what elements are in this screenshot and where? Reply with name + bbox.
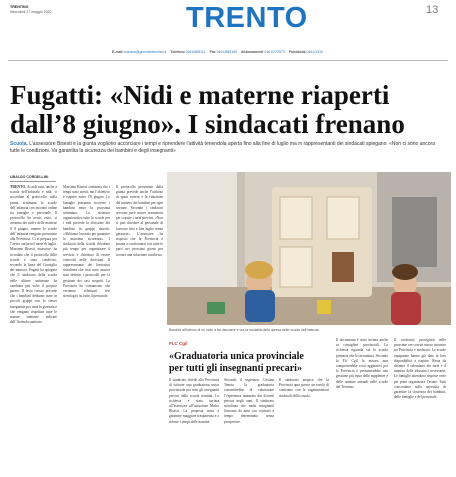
contact-item xyxy=(241,50,285,54)
masthead-rule xyxy=(8,60,448,61)
summary-label: Scuola. xyxy=(10,141,28,147)
contact-value: 0461/885160 xyxy=(216,50,238,54)
headline-line-2: dall’8 giugno». I sindacati frenano xyxy=(10,109,405,139)
dropcap-word: TRENTO. xyxy=(10,185,27,189)
contact-label: Telefono xyxy=(170,50,186,54)
secondary-headline-line-1: «Graduatoria unica provinciale xyxy=(169,351,304,362)
contact-item xyxy=(170,50,205,54)
secondary-kicker: FLC Cgil xyxy=(169,341,188,346)
contact-label: Fax xyxy=(209,50,217,54)
contact-item xyxy=(112,50,166,54)
contact-label: E-mail xyxy=(112,50,124,54)
secondary-column-4: Il documento è stato inviato anche ai consiglieri provinciali. La richiesta riguarda sia la scuola primaria che la secondaria. Secondo la Flc Cgil la misura non comporterebbe costi aggiuntivi per la Provincia e permetterebbe una gestione più equa delle supplenze e delle nomine annuali nelle scuole del Trentino. xyxy=(336,338,388,389)
contact-item xyxy=(210,50,237,54)
contact-value: cronaca@giornaletrentino.it xyxy=(123,50,167,54)
summary-text: L’assessore Bisesti e la giunta vogliono accorciare i tempi e riprendere l’attività tenendola aperta fino alla fine di luglio ma in rappresentanti dei sindacati spiegano: «Non ci sono ancora tutte le condizioni. Va garantita la sicurezza dei bambini e degli insegnanti» xyxy=(10,141,435,154)
contact-value: 0461/885111 xyxy=(185,50,206,54)
contact-value: 0461/1910 xyxy=(306,50,324,54)
byline: UBALDO CORDELLINI xyxy=(10,175,49,179)
contact-label: Pubblicità xyxy=(288,50,307,54)
article-column-2: Massimo Bisesti conferma che i tempi sono stretti, ma l’obiettivo è riaprire entro l’8 giugno. Le famiglie potranno iscrivere i bambini entro la prossima settimana. La struttura organizzativa tutte le scuole per i nidi prevede la divisione dei bambini in gruppi ristretti. «Abbiamo lavorato per garantire la massima sicurezza». I sindacati della scuola chiedono più tempo per organizzare il servizio e chiedono di essere coinvolti nelle decisioni. Il rappresentante dei lavoratori sottolinea che non sono ancora stati definiti i protocolli per la gestione dei casi sospetti. La Provincia ha comunicato che verranno effettuati test sierologici su tutto il personale. xyxy=(63,185,110,299)
secondary-column-2: Secondo il segretario Cristina Tenuta la graduatoria consentirebbe di valorizzare l’esperienza maturata dai docenti precari negli anni. Il sindacato sottolinea che molti insegnanti lavorano da anni con contratti a tempo determinato senza prospettive. xyxy=(224,378,274,424)
article-column-4: Il confronto proseguirà nelle prossime ore con un nuovo incontro tra Provincia e sindacati. Le scuole equiparate hanno già dato la loro disponibilità a riaprire. Resta da definire il calendario dei turni e il numero delle educatrici necessarie. Le famiglie attendono risposte certe per poter organizzare l’estate. Tutti concordano sulla necessità di garantire la sicurezza dei bambini, delle famiglie e del personale. xyxy=(394,338,446,400)
article-column-3: Il protocollo presentato dalla giunta prevede anche l’utilizzo di spazi esterni e la riduzione del numero dei bambini per ogni sezione. Secondo i sindacati servono però nuove assunzioni per coprire i turni previsti. «Non si può chiedere al personale di lavorare fino a fine luglio senza garanzie». L’assessore ha risposto che la Provincia è pronta a confrontarsi con tutte le parti nei prossimi giorni per trovare una soluzione condivisa. xyxy=(116,185,163,257)
contact-label: Abbonamenti xyxy=(241,50,265,54)
headline xyxy=(10,81,450,139)
contact-value: 0461/272573 xyxy=(264,50,285,54)
photo-illustration xyxy=(167,172,451,325)
article-column-1 xyxy=(10,185,57,470)
column-1-text: Ai nidi tutti, anche a scuola dell’infanzia e nidi, si accordino al protocollo: nella prima settimana le scuole dell’infanzia con incontri online tra famiglie e personale. Il protocollo ha avuto esito, si avranno dei nidi e delle materne il 8 giugno, mentre le scuole dell’infanzia vengono presentate alla Provincia. Ci si prepara per l’avvio anche nel mese di luglio. Massimo Bisesti, assessore, ha ricordato che il protocollo delle scuole è stato condiviso, secondo la linea del Consiglio dei ministri. Fugatti ha spiegato che il sindacato della scuola nelle ultime settimane ha cambiato più volte il proprio parere. Il testo rivisto prevede che i bambini debbano stare in piccoli gruppi con lo stesso insegnante per tutta la giornata e che vengano rispettate tutte le misure sanitarie indicate dall’Azienda sanitaria. xyxy=(10,185,57,325)
contact-item xyxy=(289,50,323,54)
secondary-column-1: Il sindacato chiede alla Provincia di istituire una graduatoria unica provinciale per tutti gli insegnanti precari della scuola trentina. La richiesta è stata inviata all’assessore all’istruzione Mirko Bisesti. La proposta mira a garantire maggiore trasparenza e a ridurre i tempi delle nomine. xyxy=(169,378,219,424)
byline-rule xyxy=(10,181,56,182)
secondary-headline-line-2: per tutti gli insegnanti precari» xyxy=(169,362,302,374)
section-title: TRENTO xyxy=(186,2,308,34)
paper-name: TRENTINO xyxy=(10,5,29,9)
issue-date: Mercoledì 27 maggio 2020 xyxy=(10,10,52,14)
secondary-column-3: Il sindacato auspica che la Provincia apra presto un tavolo di confronto con le organizzazioni sindacali della scuola. xyxy=(279,378,329,398)
summary xyxy=(10,141,446,155)
page-number: 13 xyxy=(426,4,439,16)
photo xyxy=(167,172,451,325)
contacts-bar xyxy=(112,50,450,55)
photo-caption: Bambini all’interno di un nido: a far discutere è ora la modalità della ripresa delle scuole dell’infanzia xyxy=(169,328,319,332)
headline-line-1: Fugatti: «Nidi e materne riaperti xyxy=(10,80,390,110)
